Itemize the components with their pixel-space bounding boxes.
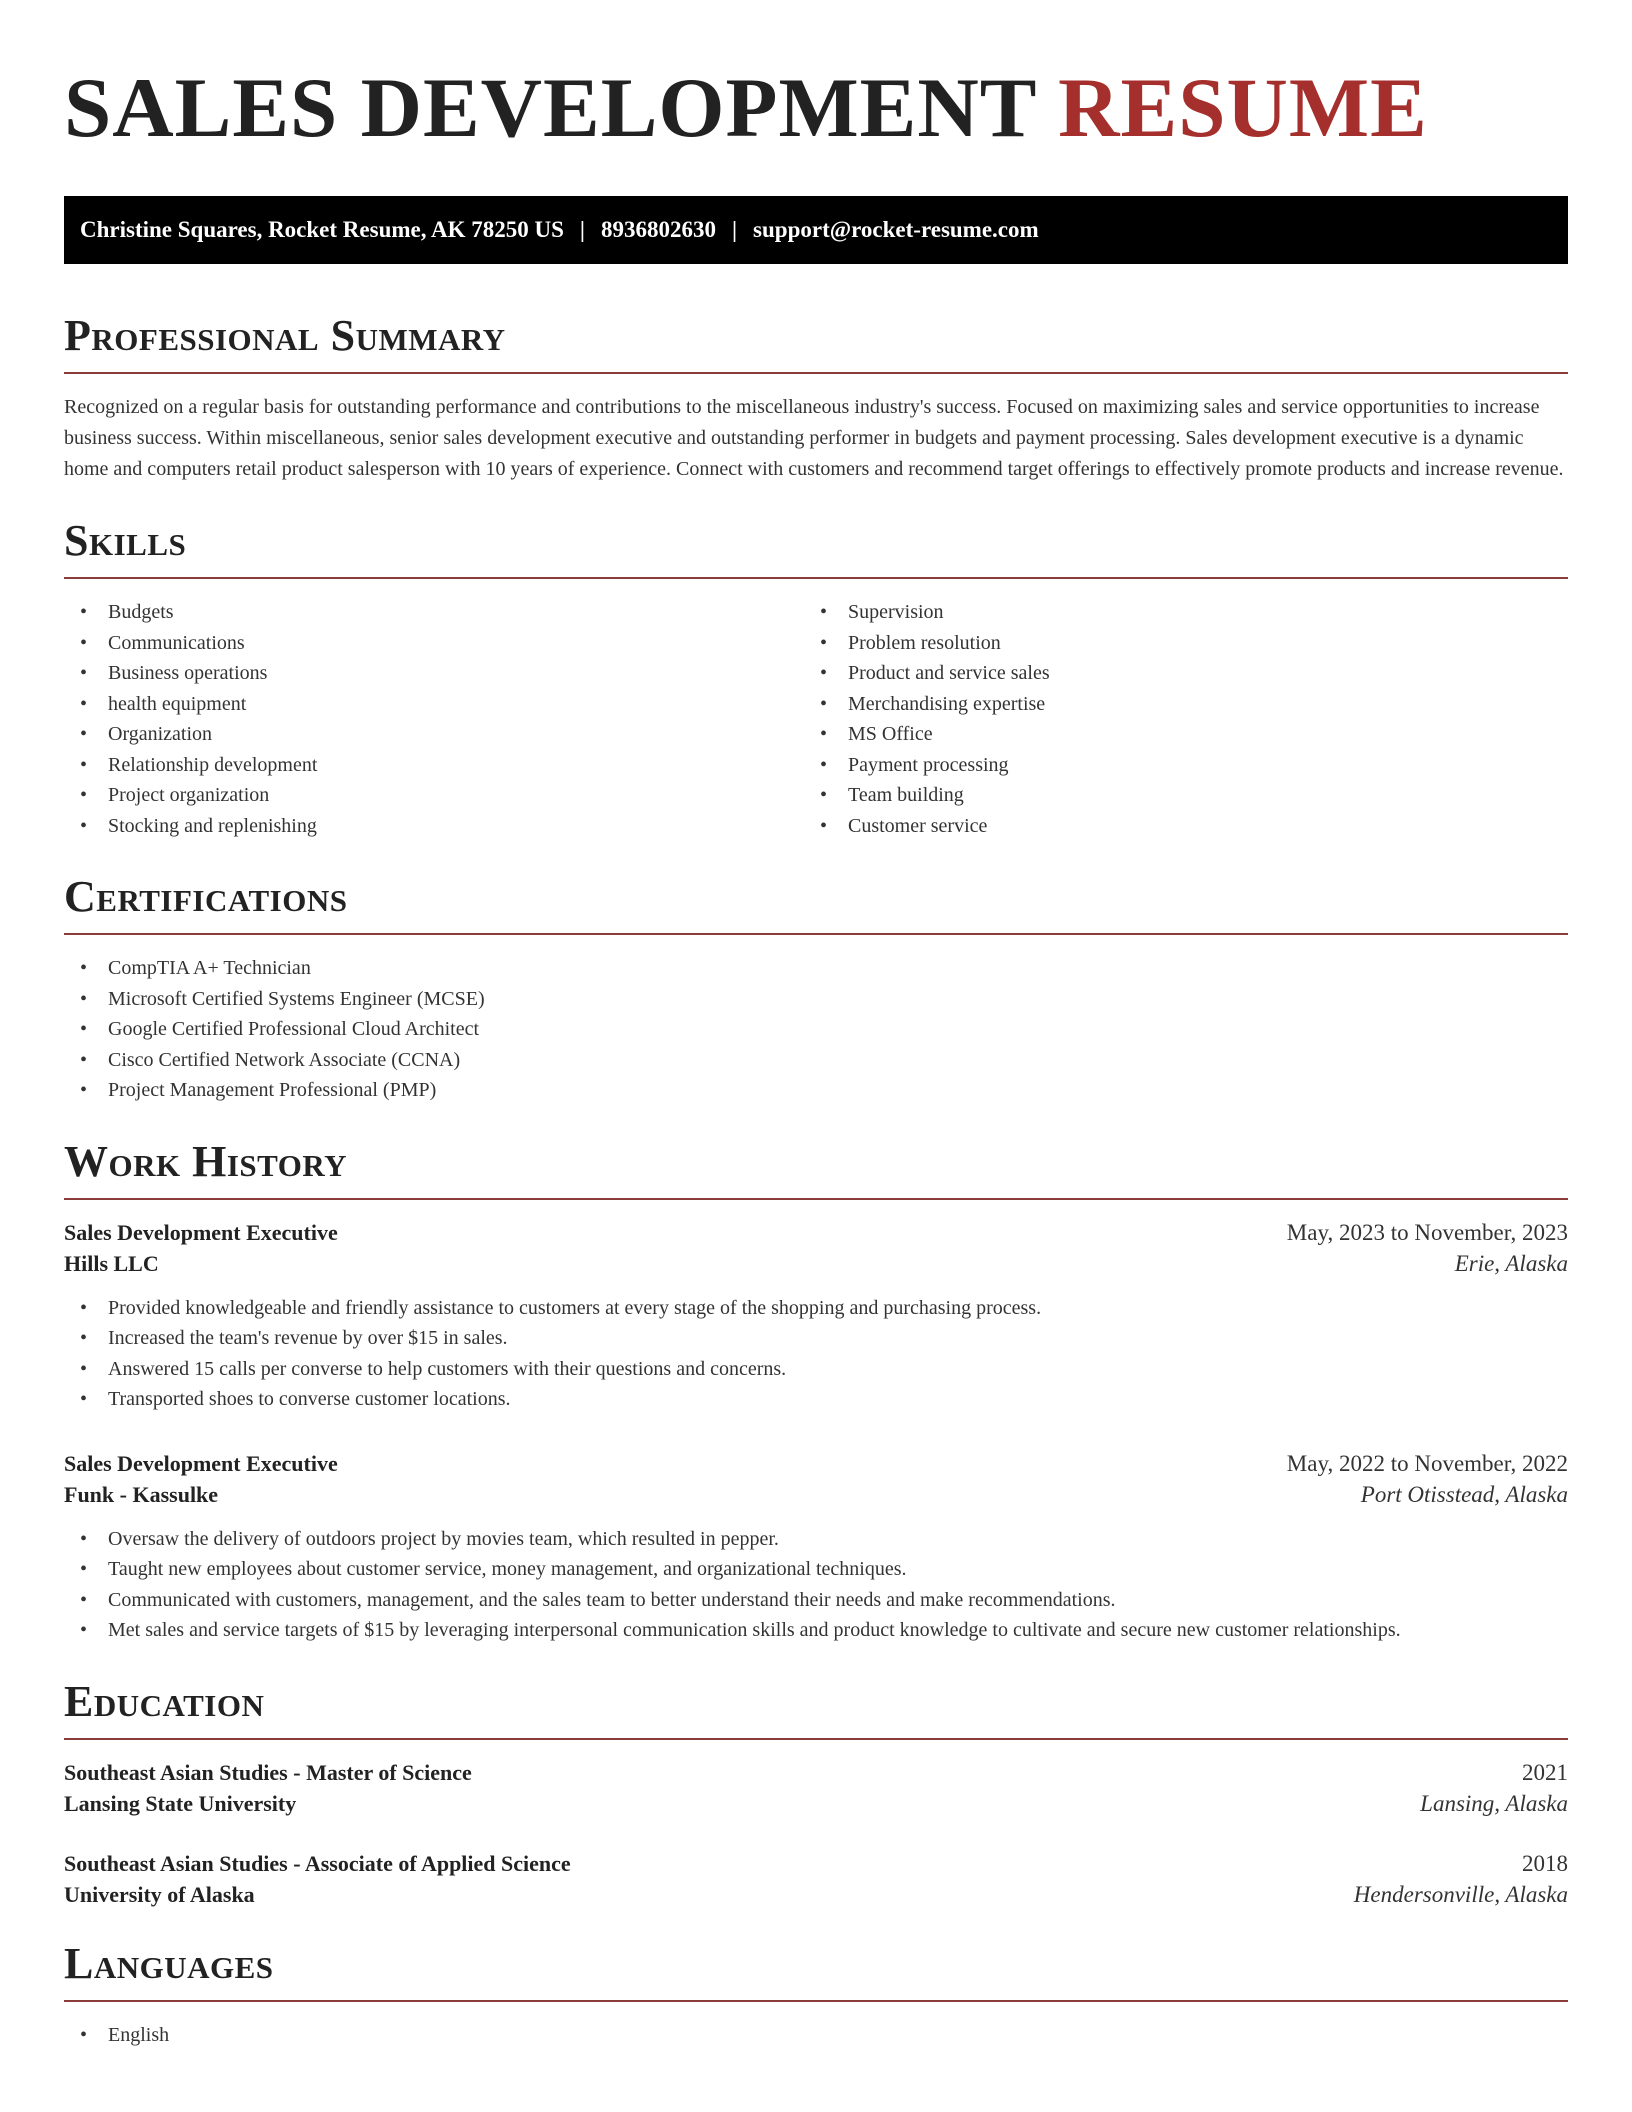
- education-location: Hendersonville, Alaska: [1353, 1881, 1568, 1907]
- certification-item: • Cisco Certified Network Associate (CCNA): [64, 1045, 1568, 1076]
- job-bullet: • Met sales and service targets of $15 by leveraging interpersonal communication skills and product knowledge to cultivate and secure new customer relationships.: [64, 1615, 1568, 1646]
- summary-heading: Professional Summary: [64, 311, 506, 360]
- job-bullets: [64, 1293, 1568, 1415]
- education-school-row: [64, 1791, 1568, 1817]
- job-title: Sales Development Executive: [64, 1450, 338, 1476]
- education-entry: [64, 1851, 1568, 1908]
- section-divider: [64, 1738, 1568, 1740]
- skill-item: • Project organization: [64, 780, 804, 811]
- skill-item: • Payment processing: [804, 750, 1544, 781]
- skill-item: • Organization: [64, 719, 804, 750]
- certifications-section: [64, 872, 1568, 1106]
- languages-heading: Languages: [64, 1938, 274, 1988]
- education-degree: Southeast Asian Studies - Associate of Applied Science: [64, 1850, 571, 1876]
- skill-item: • Merchandising expertise: [804, 689, 1544, 720]
- education-heading: Education: [64, 1676, 265, 1726]
- certifications-list: [64, 953, 1568, 1106]
- skills-heading: Skills: [64, 516, 187, 565]
- education-year: 2018: [1522, 1850, 1568, 1876]
- job-bullet: • Increased the team's revenue by over $15 in sales.: [64, 1323, 1568, 1354]
- education-location: Lansing, Alaska: [1420, 1790, 1568, 1816]
- summary-section: [64, 311, 1568, 485]
- education-school: Lansing State University: [64, 1790, 297, 1816]
- skill-item: • Communications: [64, 628, 804, 659]
- job-title: Sales Development Executive: [64, 1219, 338, 1245]
- education-entry: [64, 1760, 1568, 1817]
- contact-separator: |: [579, 217, 585, 242]
- job-bullets: [64, 1524, 1568, 1646]
- contact-separator: |: [731, 217, 738, 242]
- work-history-heading: Work History: [64, 1136, 348, 1186]
- job-company-row: [64, 1482, 1568, 1508]
- languages-list: [64, 2020, 1568, 2051]
- job-dates: May, 2022 to November, 2022: [1286, 1450, 1568, 1476]
- skill-item: • Problem resolution: [804, 628, 1544, 659]
- education-school: University of Alaska: [64, 1881, 255, 1907]
- skill-item: • Customer service: [804, 811, 1544, 842]
- work-history-section: [64, 1136, 1568, 1646]
- education-section: [64, 1676, 1568, 1908]
- resume-title: [64, 61, 1568, 155]
- title-accent: RESUME: [1058, 61, 1428, 155]
- certification-item: • Google Certified Professional Cloud Architect: [64, 1014, 1568, 1045]
- job-dates: May, 2023 to November, 2023: [1286, 1219, 1568, 1245]
- summary-text: Recognized on a regular basis for outstanding performance and contributions to the miscellaneous industry's success. Focused on maximizing sales and service opportunities to increase business success. Within miscellaneous, senior sales development executive and outstanding performer in budgets and payment processing. Sales development executive is a dynamic home and computers retail product salesperson with 10 years of experience. Connect with customers and recommend target offerings to effectively promote products and increase revenue.: [64, 396, 1564, 480]
- education-year: 2021: [1522, 1759, 1568, 1785]
- title-main: SALES DEVELOPMENT: [64, 61, 1036, 155]
- contact-bar: [64, 196, 1568, 264]
- job-location: Erie, Alaska: [1454, 1250, 1568, 1276]
- job-bullet: • Answered 15 calls per converse to help customers with their questions and concerns.: [64, 1354, 1568, 1385]
- education-school-row: [64, 1882, 1568, 1908]
- language-item: • English: [64, 2020, 1568, 2051]
- job-bullet: • Transported shoes to converse customer locations.: [64, 1384, 1568, 1415]
- skills-list-left: [64, 597, 804, 841]
- section-divider: [64, 1198, 1568, 1200]
- job-header-row: [64, 1220, 1568, 1246]
- skills-list-right: [804, 597, 1544, 841]
- job-entry: [64, 1451, 1568, 1646]
- skill-item: • health equipment: [64, 689, 804, 720]
- job-company: Hills LLC: [64, 1250, 159, 1276]
- skill-item: • Product and service sales: [804, 658, 1544, 689]
- job-bullet: • Provided knowledgeable and friendly assistance to customers at every stage of the shopping and purchasing process.: [64, 1293, 1568, 1324]
- certification-item: • CompTIA A+ Technician: [64, 953, 1568, 984]
- skill-item: • Team building: [804, 780, 1544, 811]
- job-bullet: • Taught new employees about customer service, money management, and organizational techniques.: [64, 1554, 1568, 1585]
- education-degree-row: [64, 1760, 1568, 1786]
- section-divider: [64, 577, 1568, 579]
- contact-address: Christine Squares, Rocket Resume, AK 78250 US: [80, 217, 564, 242]
- contact-email[interactable]: support@rocket-resume.com: [753, 217, 1039, 242]
- languages-section: [64, 1938, 1568, 2051]
- education-degree-row: [64, 1851, 1568, 1877]
- job-location: Port Otisstead, Alaska: [1360, 1481, 1568, 1507]
- skill-item: • Budgets: [64, 597, 804, 628]
- skills-grid: [64, 597, 1568, 841]
- skills-section: [64, 516, 1568, 841]
- certifications-heading: Certifications: [64, 872, 348, 921]
- skill-item: • Relationship development: [64, 750, 804, 781]
- section-divider: [64, 933, 1568, 935]
- skill-item: • Business operations: [64, 658, 804, 689]
- skill-item: • Supervision: [804, 597, 1544, 628]
- job-company: Funk - Kassulke: [64, 1481, 219, 1507]
- certification-item: • Project Management Professional (PMP): [64, 1075, 1568, 1106]
- skill-item: • MS Office: [804, 719, 1544, 750]
- job-bullet: • Communicated with customers, management, and the sales team to better understand their needs and make recommendations.: [64, 1585, 1568, 1616]
- job-bullet: • Oversaw the delivery of outdoors project by movies team, which resulted in pepper.: [64, 1524, 1568, 1555]
- job-entry: [64, 1220, 1568, 1415]
- job-header-row: [64, 1451, 1568, 1477]
- certification-item: • Microsoft Certified Systems Engineer (MCSE): [64, 984, 1568, 1015]
- section-divider: [64, 2000, 1568, 2002]
- contact-phone[interactable]: 8936802630: [600, 217, 716, 242]
- skill-item: • Stocking and replenishing: [64, 811, 804, 842]
- education-degree: Southeast Asian Studies - Master of Science: [64, 1759, 472, 1785]
- section-divider: [64, 372, 1568, 374]
- job-company-row: [64, 1251, 1568, 1277]
